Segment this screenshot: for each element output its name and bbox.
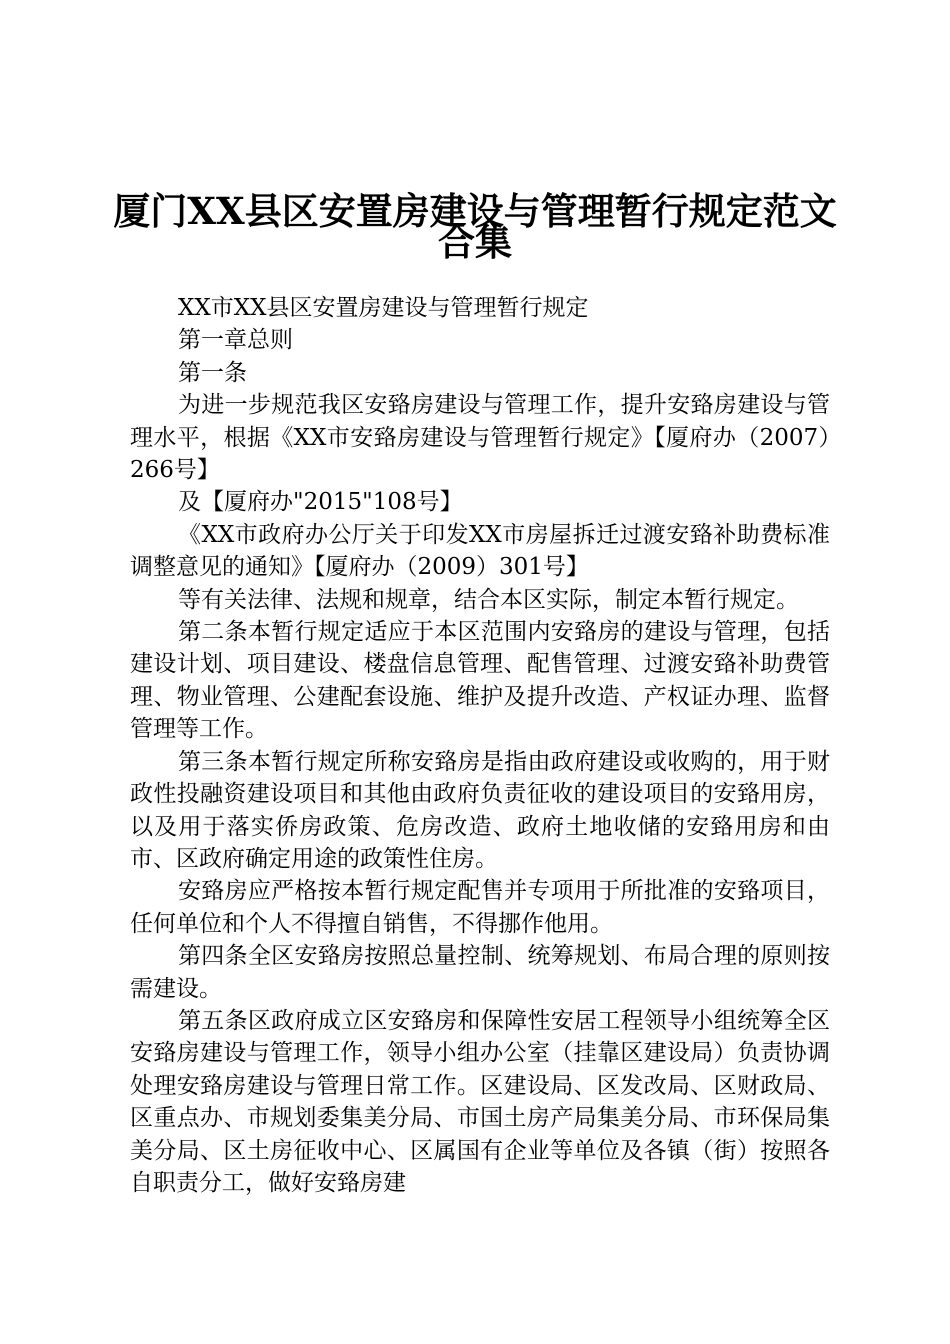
paragraph-article-1-notice: 《XX市政府办公厅关于印发XX市房屋拆迁过渡安臵补助费标准调整意见的通知》【厦府办（2009）301号】 [130, 521, 830, 581]
paragraph-article-1-reference: 及【厦府办"2015"108号】 [178, 489, 463, 516]
document-body [130, 292, 830, 1199]
paragraph-chapter-heading: 第一章总则 [178, 327, 293, 354]
paragraph-article-1-basis: 等有关法律、法规和规章，结合本区实际，制定本暂行规定。 [178, 586, 799, 613]
paragraph-regulation-name: XX市XX县区安置房建设与管理暂行规定 [178, 295, 589, 321]
paragraph-article-4: 第四条全区安臵房按照总量控制、统筹规划、布局合理的原则按需建设。 [130, 943, 830, 1002]
document-title-line-1: 厦门XX县区安置房建设与管理暂行规定范文 [113, 189, 837, 233]
paragraph-article-5: 第五条区政府成立区安臵房和保障性安居工程领导小组统筹全区安臵房建设与管理工作，领导小组办公室（挂靠区建设局）负责协调处理安臵房建设与管理日常工作。区建设局、区发改局、区财政局、区重点办、市规划委集美分局、市国土房产局集美分局、市环保局集美分局、区土房征收中心、区属国有企业等单位及各镇（街）按照各自职责分工，做好安臵房建 [130, 1007, 830, 1196]
paragraph-article-1-purpose: 为进一步规范我区安臵房建设与管理工作，提升安臵房建设与管理水平，根据《XX市安臵房建设与管理暂行规定》【厦府办（2007）266号】 [130, 392, 830, 484]
paragraph-article-3: 第三条本暂行规定所称安臵房是指由政府建设或收购的，用于财政性投融资建设项目和其他由政府负责征收的建设项目的安臵用房，以及用于落实侨房政策、危房改造、政府土地收储的安臵用房和由市、区政府确定用途的政策性住房。 [130, 748, 830, 872]
paragraph-article-3-usage: 安臵房应严格按本暂行规定配售并专项用于所批准的安臵项目，任何单位和个人不得擅自销售，不得挪作他用。 [130, 878, 830, 937]
paragraph-article-2: 第二条本暂行规定适应于本区范围内安臵房的建设与管理，包括建设计划、项目建设、楼盘信息管理、配售管理、过渡安臵补助费管理、物业管理、公建配套设施、维护及提升改造、产权证办理、监督管理等工作。 [130, 619, 830, 743]
paragraph-article-1-heading: 第一条 [178, 359, 247, 386]
document-title-line-2: 合集 [438, 220, 512, 264]
